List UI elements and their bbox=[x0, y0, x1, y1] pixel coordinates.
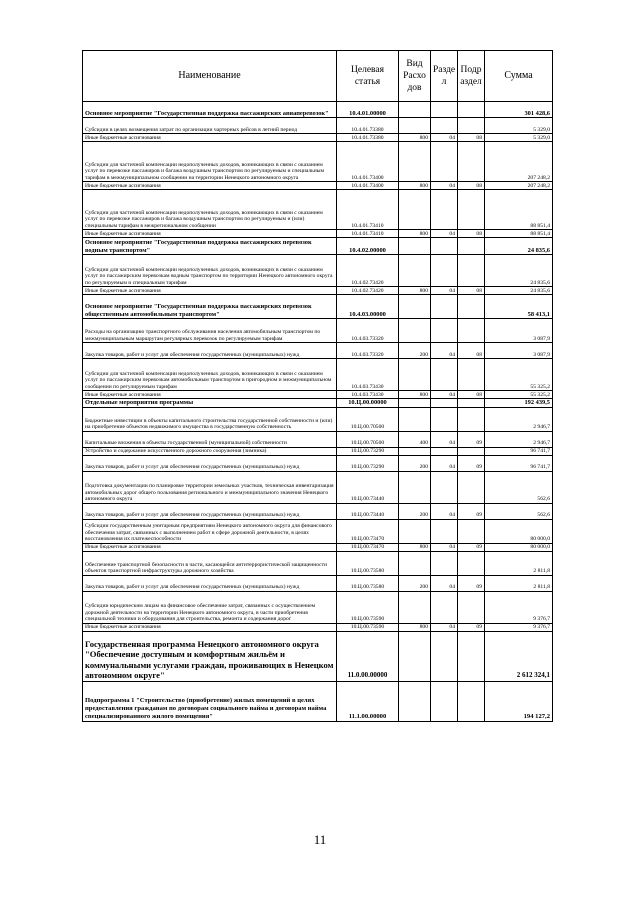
cell-vid bbox=[399, 238, 431, 255]
page-number: 11 bbox=[313, 832, 327, 847]
cell-razdel bbox=[431, 681, 458, 721]
cell-razdel: 04 bbox=[431, 543, 458, 551]
cell-sum: 2 811,8 bbox=[485, 575, 553, 591]
cell-razdel: 04 bbox=[431, 431, 458, 447]
table-row bbox=[83, 134, 553, 142]
cell-vid: 400 bbox=[399, 431, 431, 447]
cell-sum: 2 946,7 bbox=[485, 407, 553, 431]
cell-target-code: 10.Ц.00.73590 bbox=[337, 623, 399, 631]
cell-name: Бюджетные инвестиции в объекты капитального строительства государственной собственности и (или) на приобретение объектов недвижимого имущества в государственную собственность bbox=[83, 407, 337, 431]
cell-sum: 3 087,9 bbox=[485, 343, 553, 359]
cell-name: Подпрограмма 1 "Строительство (приобретение) жилых помещений в целях предоставления гражданам по договорам социального найма и договорам найма специализированного жилого помещения" bbox=[83, 681, 337, 721]
cell-sum: 58 413,1 bbox=[485, 295, 553, 319]
cell-name: Отдельные мероприятия программы bbox=[83, 399, 337, 408]
table-row bbox=[83, 471, 553, 503]
cell-target-code: 10.4.03.73430 bbox=[337, 359, 399, 391]
cell-target-code: 10.4.03.73320 bbox=[337, 343, 399, 359]
cell-target-code: 10.4.01.73380 bbox=[337, 134, 399, 142]
cell-target-code: 10.4.03.73430 bbox=[337, 391, 399, 399]
cell-razdel bbox=[431, 190, 458, 230]
cell-podrazdel bbox=[458, 238, 485, 255]
cell-target-code: 10.Ц.00.73580 bbox=[337, 575, 399, 591]
cell-target-code: 11.1.00.00000 bbox=[337, 681, 399, 721]
cell-target-code: 10.Ц.00.73470 bbox=[337, 519, 399, 543]
table-row bbox=[83, 575, 553, 591]
cell-target-code: 10.Ц.00.73470 bbox=[337, 543, 399, 551]
table-row bbox=[83, 399, 553, 408]
cell-podrazdel: 09 bbox=[458, 503, 485, 519]
cell-sum: 562,6 bbox=[485, 471, 553, 503]
cell-target-code: 10.4.02.73420 bbox=[337, 287, 399, 295]
cell-razdel bbox=[431, 399, 458, 408]
table-row bbox=[83, 295, 553, 319]
cell-razdel bbox=[431, 295, 458, 319]
cell-vid: 800 bbox=[399, 230, 431, 238]
cell-vid bbox=[399, 447, 431, 455]
cell-podrazdel bbox=[458, 631, 485, 681]
cell-name: Иные бюджетные ассигнования bbox=[83, 287, 337, 295]
cell-sum: 5 329,0 bbox=[485, 134, 553, 142]
cell-target-code: 10.4.02.73420 bbox=[337, 255, 399, 287]
cell-name: Субсидии государственным унитарным предприятиям Ненецкого автономного округа для финансового обеспечения затрат, связанных с выполнением работ в сфере дорожной деятельности, в целях восстановления их платежеспособности bbox=[83, 519, 337, 543]
table-row bbox=[83, 230, 553, 238]
cell-sum: 80 000,0 bbox=[485, 519, 553, 543]
table-row bbox=[83, 190, 553, 230]
cell-target-code: 10.4.01.73400 bbox=[337, 142, 399, 182]
cell-name: Субсидии для частичной компенсации недополученных доходов, возникающих в связи с оказанием услуг по пассажирским перевозкам автомобильным транспортом в пригородном и межмуниципальном сообщении по регулируемым тарифам bbox=[83, 359, 337, 391]
cell-vid bbox=[399, 255, 431, 287]
cell-target-code: 10.4.03.00000 bbox=[337, 295, 399, 319]
cell-name: Расходы на организацию транспортного обслуживания населения автомобильным транспортом по межмуниципальным маршрутам регулярных перевозок по регулируемым тарифам bbox=[83, 319, 337, 343]
cell-target-code: 10.Ц.00.73580 bbox=[337, 551, 399, 575]
table-row bbox=[83, 359, 553, 391]
cell-name: Субсидии юридическим лицам на финансовое обеспечение затрат, связанных с осуществлением дорожной деятельности на территории Ненецкого автономного округа, в части приобретения специальной техники и оборудования для строительства, ремонта и содержания дорог bbox=[83, 591, 337, 623]
cell-target-code: 11.0.00.00000 bbox=[337, 631, 399, 681]
cell-vid bbox=[399, 631, 431, 681]
cell-podrazdel bbox=[458, 471, 485, 503]
cell-razdel: 04 bbox=[431, 343, 458, 359]
cell-sum: 9 376,7 bbox=[485, 591, 553, 623]
cell-target-code: 10.Ц.00.73290 bbox=[337, 455, 399, 471]
cell-podrazdel: 09 bbox=[458, 623, 485, 631]
cell-vid: 200 bbox=[399, 575, 431, 591]
cell-vid bbox=[399, 102, 431, 118]
table-row bbox=[83, 238, 553, 255]
cell-name: Субсидии в целях возмещения затрат по организации чартерных рейсов в летний период bbox=[83, 118, 337, 134]
cell-vid bbox=[399, 118, 431, 134]
header-vid: Вид Расхо дов bbox=[399, 51, 431, 102]
cell-vid: 200 bbox=[399, 503, 431, 519]
cell-target-code: 10.4.02.00000 bbox=[337, 238, 399, 255]
cell-name: Субсидии для частичной компенсации недополученных доходов, возникающих в связи с оказанием услуг по пассажирским перевозкам водным транспортом по территории Ненецкого автономного округа по регулируемым и специальным тарифам bbox=[83, 255, 337, 287]
cell-razdel bbox=[431, 142, 458, 182]
cell-name: Закупка товаров, работ и услуг для обеспечения государственных (муниципальных) нужд bbox=[83, 343, 337, 359]
cell-razdel bbox=[431, 255, 458, 287]
table-row bbox=[83, 407, 553, 431]
cell-vid: 800 bbox=[399, 623, 431, 631]
cell-vid bbox=[399, 471, 431, 503]
cell-razdel bbox=[431, 519, 458, 543]
cell-target-code: 10.Ц.00.70500 bbox=[337, 407, 399, 431]
table-row bbox=[83, 623, 553, 631]
cell-name: Иные бюджетные ассигнования bbox=[83, 134, 337, 142]
cell-sum: 55 325,2 bbox=[485, 391, 553, 399]
cell-podrazdel: 09 bbox=[458, 455, 485, 471]
cell-razdel bbox=[431, 319, 458, 343]
table-row bbox=[83, 543, 553, 551]
cell-name: Обеспечение транспортной безопасности в части, касающейся антитеррористической защищенности объектов транспортной инфраструктуры дорожного хозяйства bbox=[83, 551, 337, 575]
cell-name: Государственная программа Ненецкого автономного округа "Обеспечение доступным и комфортным жильём и коммунальными услугами граждан, проживающих в Ненецком автономном округе" bbox=[83, 631, 337, 681]
cell-vid bbox=[399, 407, 431, 431]
header-summa: Сумма bbox=[485, 51, 553, 102]
header-name: Наименование bbox=[83, 51, 337, 102]
cell-vid: 800 bbox=[399, 182, 431, 190]
cell-podrazdel bbox=[458, 407, 485, 431]
cell-sum: 24 835,6 bbox=[485, 238, 553, 255]
table-row bbox=[83, 255, 553, 287]
cell-name: Основное мероприятие "Государственная поддержка пассажирских перевозок водным транспортом" bbox=[83, 238, 337, 255]
table-row bbox=[83, 503, 553, 519]
table-row bbox=[83, 631, 553, 681]
cell-target-code: 10.Ц.00.00000 bbox=[337, 399, 399, 408]
table-row bbox=[83, 455, 553, 471]
cell-sum: 9 376,7 bbox=[485, 623, 553, 631]
cell-razdel bbox=[431, 591, 458, 623]
cell-sum: 80 000,0 bbox=[485, 543, 553, 551]
cell-podrazdel: 09 bbox=[458, 431, 485, 447]
cell-podrazdel bbox=[458, 319, 485, 343]
cell-target-code: 10.4.01.73380 bbox=[337, 118, 399, 134]
cell-vid: 800 bbox=[399, 134, 431, 142]
cell-vid: 800 bbox=[399, 287, 431, 295]
cell-sum: 3 087,9 bbox=[485, 319, 553, 343]
header-podrazdel: Подр аздел bbox=[458, 51, 485, 102]
cell-sum: 2 946,7 bbox=[485, 431, 553, 447]
cell-vid bbox=[399, 190, 431, 230]
table-row bbox=[83, 551, 553, 575]
cell-sum: 207 248,2 bbox=[485, 142, 553, 182]
header-razdel: Разде л bbox=[431, 51, 458, 102]
cell-name: Закупка товаров, работ и услуг для обеспечения государственных (муниципальных) нужд bbox=[83, 503, 337, 519]
cell-razdel bbox=[431, 359, 458, 391]
table-row bbox=[83, 519, 553, 543]
cell-sum: 562,6 bbox=[485, 503, 553, 519]
cell-razdel: 04 bbox=[431, 455, 458, 471]
cell-razdel: 04 bbox=[431, 182, 458, 190]
cell-vid bbox=[399, 295, 431, 319]
cell-target-code: 10.4.01.73410 bbox=[337, 190, 399, 230]
cell-name: Иные бюджетные ассигнования bbox=[83, 543, 337, 551]
table-row bbox=[83, 431, 553, 447]
cell-sum: 24 835,6 bbox=[485, 255, 553, 287]
cell-podrazdel bbox=[458, 681, 485, 721]
cell-vid bbox=[399, 591, 431, 623]
table-header-row bbox=[83, 51, 553, 102]
cell-podrazdel: 08 bbox=[458, 287, 485, 295]
table-row bbox=[83, 102, 553, 118]
cell-podrazdel bbox=[458, 142, 485, 182]
cell-razdel: 04 bbox=[431, 391, 458, 399]
cell-target-code: 10.Ц.00.70500 bbox=[337, 431, 399, 447]
cell-sum: 207 248,2 bbox=[485, 182, 553, 190]
cell-target-code: 10.4.01.00000 bbox=[337, 102, 399, 118]
cell-sum: 2 811,8 bbox=[485, 551, 553, 575]
cell-sum: 96 741,7 bbox=[485, 455, 553, 471]
cell-razdel: 04 bbox=[431, 623, 458, 631]
cell-name: Подготовка документации по планировке территории земельных участков, техническая инвентаризация автомобильных дорог общего пользования регионального и межмуниципального значения Ненецкого автономного округа bbox=[83, 471, 337, 503]
cell-name: Иные бюджетные ассигнования bbox=[83, 623, 337, 631]
cell-sum: 24 835,6 bbox=[485, 287, 553, 295]
cell-name: Иные бюджетные ассигнования bbox=[83, 230, 337, 238]
cell-podrazdel bbox=[458, 447, 485, 455]
cell-target-code: 10.4.03.73320 bbox=[337, 319, 399, 343]
cell-razdel bbox=[431, 118, 458, 134]
budget-table-sheet bbox=[82, 50, 552, 722]
cell-target-code: 10.4.01.73410 bbox=[337, 230, 399, 238]
cell-razdel bbox=[431, 551, 458, 575]
cell-podrazdel: 08 bbox=[458, 230, 485, 238]
cell-podrazdel: 08 bbox=[458, 134, 485, 142]
cell-razdel bbox=[431, 447, 458, 455]
cell-name: Иные бюджетные ассигнования bbox=[83, 182, 337, 190]
budget-table bbox=[82, 50, 553, 722]
cell-name: Основное мероприятие "Государственная поддержка пассажирских перевозок общественным автомобильным транспортом" bbox=[83, 295, 337, 319]
cell-razdel bbox=[431, 407, 458, 431]
cell-podrazdel bbox=[458, 255, 485, 287]
cell-podrazdel bbox=[458, 551, 485, 575]
cell-name: Субсидии для частичной компенсации недополученных доходов, возникающих в связи с оказанием услуг по перевозке пассажиров и багажа воздушным транспортом по регулируемым и специальным тарифам в межмуниципальном сообщении на территории Ненецкого автономного округа bbox=[83, 142, 337, 182]
table-row bbox=[83, 591, 553, 623]
cell-vid bbox=[399, 681, 431, 721]
cell-sum: 192 439,5 bbox=[485, 399, 553, 408]
cell-podrazdel bbox=[458, 399, 485, 408]
cell-razdel bbox=[431, 631, 458, 681]
cell-podrazdel bbox=[458, 519, 485, 543]
cell-vid: 200 bbox=[399, 455, 431, 471]
table-row bbox=[83, 391, 553, 399]
cell-podrazdel bbox=[458, 591, 485, 623]
cell-sum: 2 612 324,1 bbox=[485, 631, 553, 681]
cell-sum: 5 329,0 bbox=[485, 118, 553, 134]
cell-sum: 55 325,2 bbox=[485, 359, 553, 391]
cell-sum: 88 851,4 bbox=[485, 230, 553, 238]
cell-sum: 194 127,2 bbox=[485, 681, 553, 721]
cell-vid bbox=[399, 551, 431, 575]
cell-vid bbox=[399, 519, 431, 543]
cell-podrazdel bbox=[458, 295, 485, 319]
cell-name: Устройство и содержание искусственного дорожного сооружения (зимника) bbox=[83, 447, 337, 455]
table-row bbox=[83, 343, 553, 359]
cell-name: Закупка товаров, работ и услуг для обеспечения государственных (муниципальных) нужд bbox=[83, 455, 337, 471]
cell-sum: 88 851,4 bbox=[485, 190, 553, 230]
cell-podrazdel bbox=[458, 190, 485, 230]
cell-name: Иные бюджетные ассигнования bbox=[83, 391, 337, 399]
cell-podrazdel: 08 bbox=[458, 182, 485, 190]
header-target: Целевая статья bbox=[337, 51, 399, 102]
cell-target-code: 10.4.01.73400 bbox=[337, 182, 399, 190]
cell-razdel: 04 bbox=[431, 134, 458, 142]
cell-name: Закупка товаров, работ и услуг для обеспечения государственных (муниципальных) нужд bbox=[83, 575, 337, 591]
cell-vid bbox=[399, 142, 431, 182]
cell-vid: 800 bbox=[399, 543, 431, 551]
cell-name: Капитальные вложения в объекты государственной (муниципальной) собственности bbox=[83, 431, 337, 447]
table-row bbox=[83, 118, 553, 134]
cell-razdel bbox=[431, 238, 458, 255]
cell-target-code: 10.Ц.00.73290 bbox=[337, 447, 399, 455]
cell-vid bbox=[399, 399, 431, 408]
table-row bbox=[83, 447, 553, 455]
cell-podrazdel: 09 bbox=[458, 543, 485, 551]
cell-podrazdel bbox=[458, 102, 485, 118]
table-row bbox=[83, 287, 553, 295]
cell-sum: 96 741,7 bbox=[485, 447, 553, 455]
table-row bbox=[83, 319, 553, 343]
cell-vid: 200 bbox=[399, 343, 431, 359]
cell-target-code: 10.Ц.00.73440 bbox=[337, 471, 399, 503]
table-row bbox=[83, 182, 553, 190]
cell-razdel bbox=[431, 102, 458, 118]
cell-razdel: 04 bbox=[431, 575, 458, 591]
cell-podrazdel: 08 bbox=[458, 391, 485, 399]
cell-razdel: 04 bbox=[431, 230, 458, 238]
table-row bbox=[83, 142, 553, 182]
cell-sum: 301 428,6 bbox=[485, 102, 553, 118]
cell-vid: 800 bbox=[399, 391, 431, 399]
cell-name: Основное мероприятие "Государственная поддержка пассажирских авиаперевозок" bbox=[83, 102, 337, 118]
cell-podrazdel: 09 bbox=[458, 575, 485, 591]
cell-podrazdel: 08 bbox=[458, 343, 485, 359]
table-row bbox=[83, 681, 553, 721]
cell-target-code: 10.Ц.00.73440 bbox=[337, 503, 399, 519]
cell-vid bbox=[399, 359, 431, 391]
cell-razdel bbox=[431, 471, 458, 503]
cell-vid bbox=[399, 319, 431, 343]
cell-name: Субсидии для частичной компенсации недополученных доходов, возникающих в связи с оказанием услуг по перевозке пассажиров и багажа воздушным транспортом по регулируемым и (или) специальным тарифам в межрегиональном сообщении bbox=[83, 190, 337, 230]
cell-target-code: 10.Ц.00.73590 bbox=[337, 591, 399, 623]
cell-podrazdel bbox=[458, 118, 485, 134]
cell-razdel: 04 bbox=[431, 503, 458, 519]
cell-podrazdel bbox=[458, 359, 485, 391]
cell-razdel: 04 bbox=[431, 287, 458, 295]
